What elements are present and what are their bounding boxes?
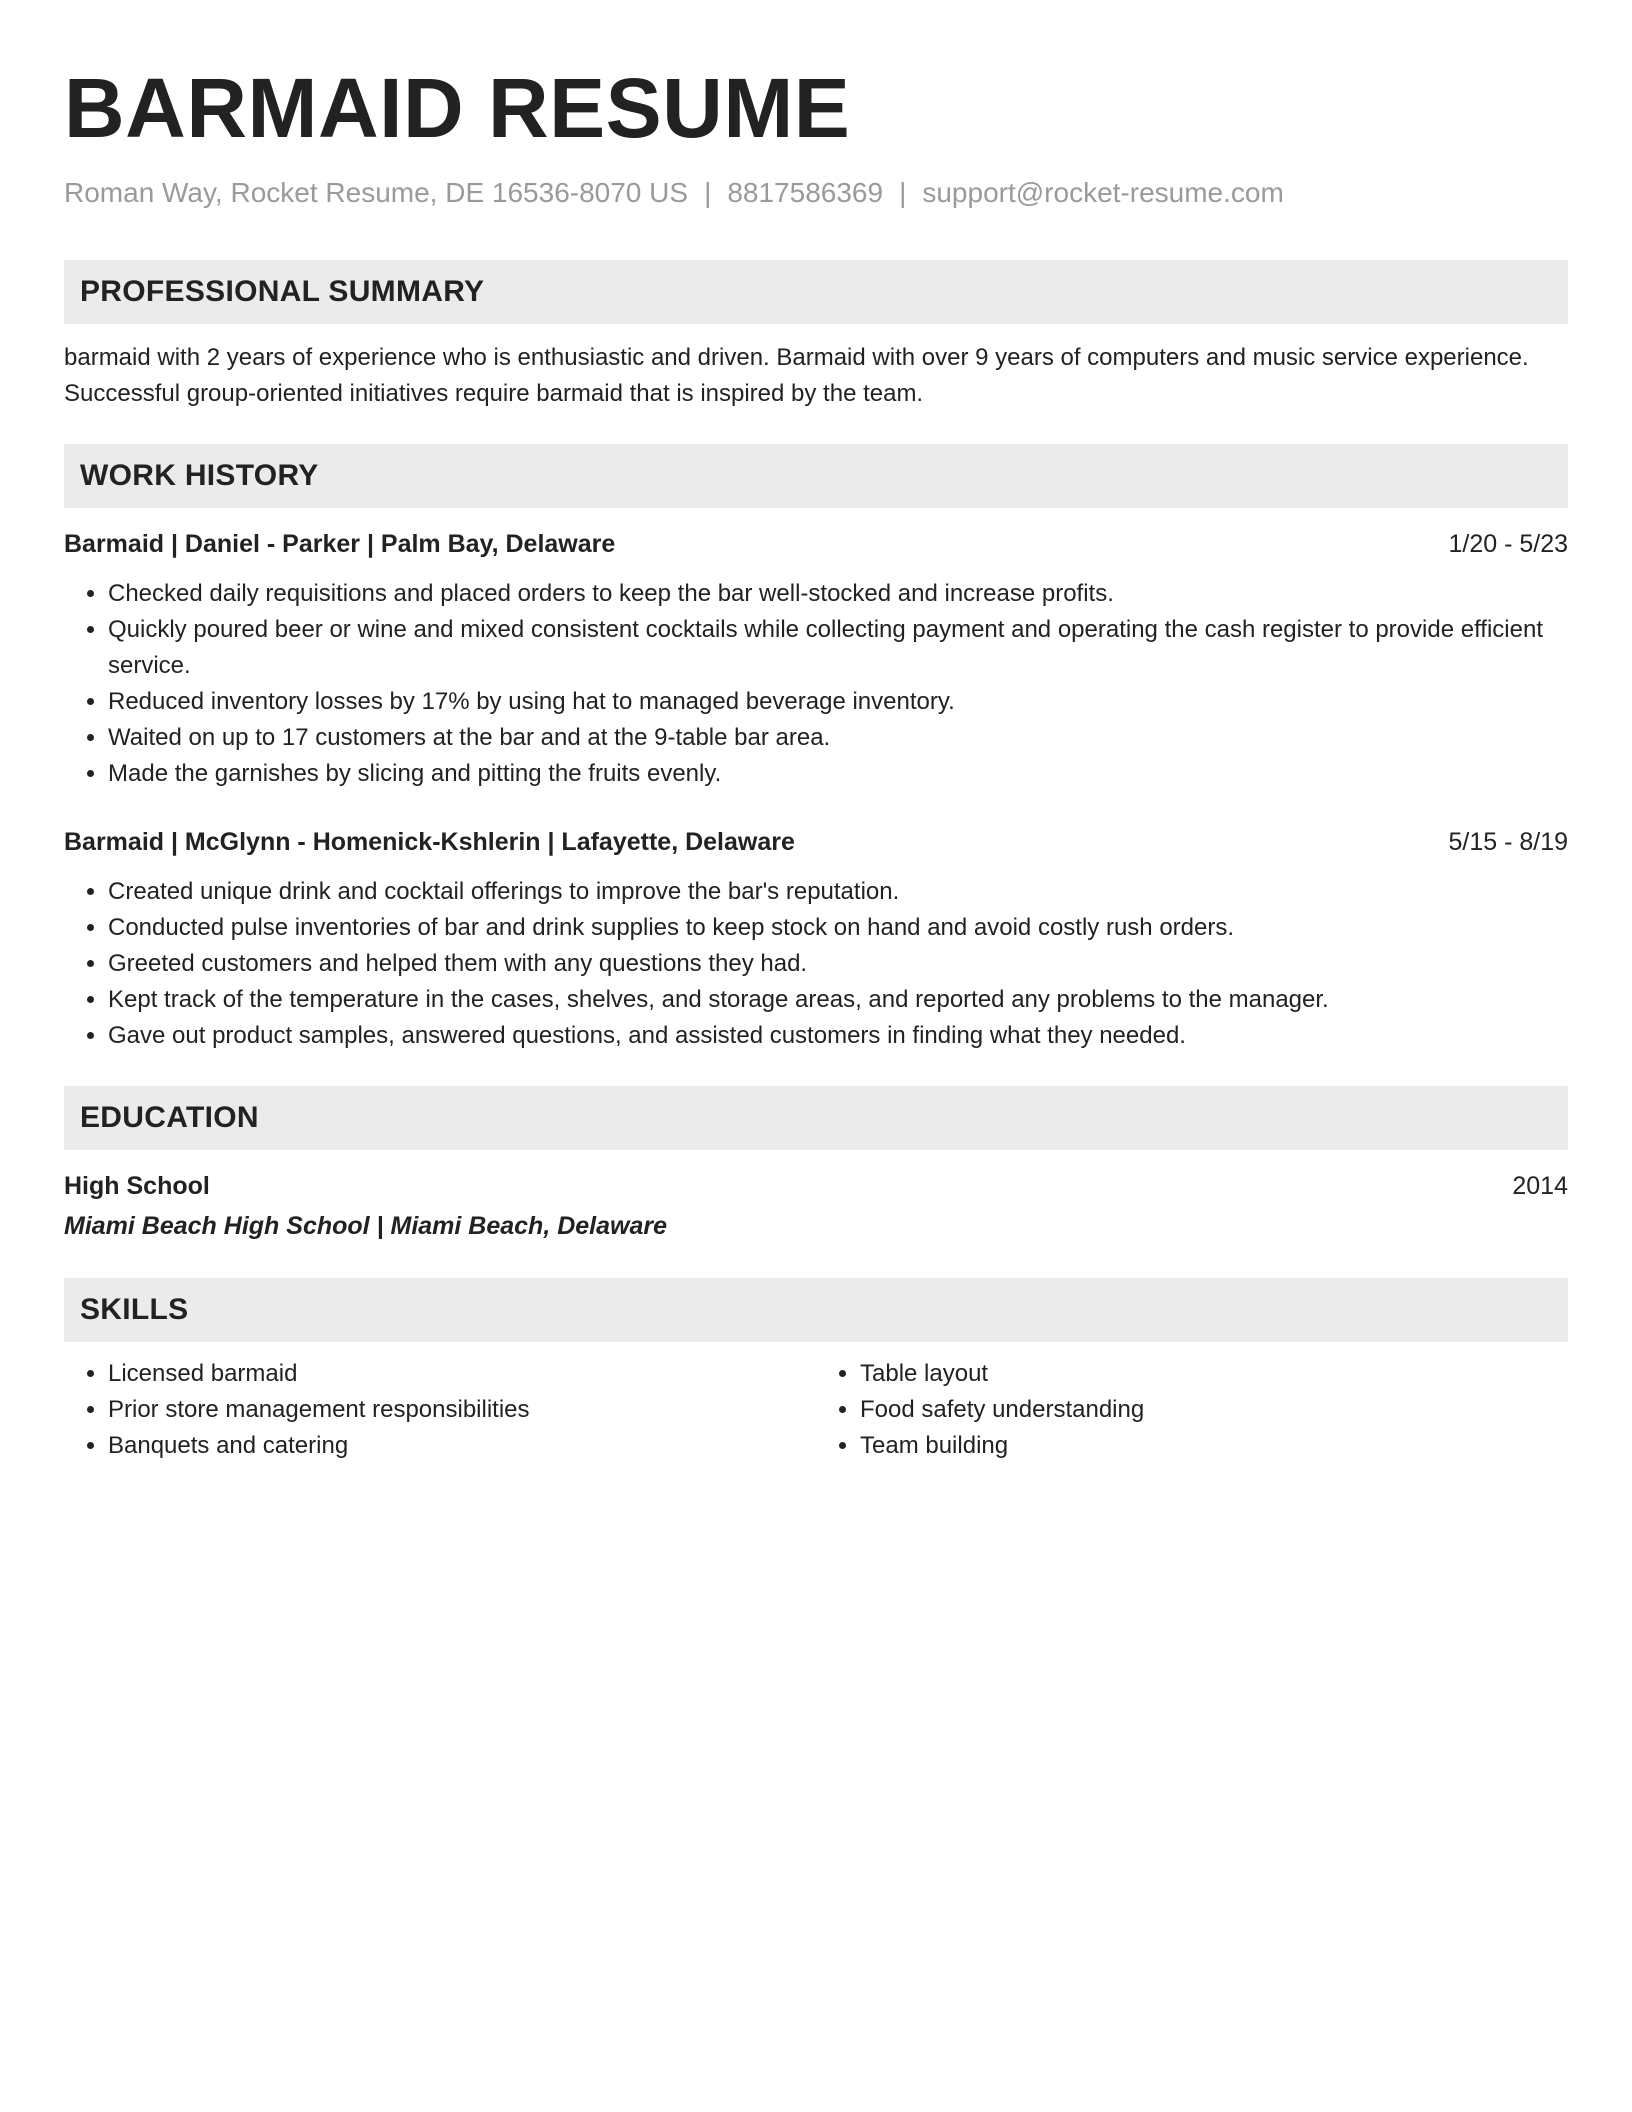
section-header-education: EDUCATION	[64, 1086, 1568, 1150]
skills-column-left	[64, 1356, 816, 1464]
section-header-skills: SKILLS	[64, 1278, 1568, 1342]
summary-text: barmaid with 2 years of experience who is enthusiastic and driven. Barmaid with over 9 years of computers and music service experience. Successful group-oriented initiatives require barmaid that is inspired by the team.	[64, 343, 1529, 407]
contact-email: support@rocket-resume.com	[922, 177, 1284, 208]
job-duty: • Kept track of the temperature in the cases, shelves, and storage areas, and reported any problems to the manager.	[108, 982, 1568, 1018]
skill-item: • Banquets and catering	[108, 1428, 816, 1464]
section-header-summary: PROFESSIONAL SUMMARY	[64, 260, 1568, 324]
skills-grid	[64, 1356, 1568, 1464]
skill-item: • Food safety understanding	[860, 1392, 1568, 1428]
contact-phone: 8817586369	[727, 177, 884, 208]
contact-line	[64, 176, 1568, 210]
job-dates: 5/15 - 8/19	[1448, 827, 1568, 856]
skill-item: • Table layout	[860, 1356, 1568, 1392]
job-dates: 1/20 - 5/23	[1448, 529, 1568, 558]
job-duty: • Reduced inventory losses by 17% by using hat to managed beverage inventory.	[108, 684, 1568, 720]
skills-list	[64, 1356, 816, 1464]
education-entry	[64, 1168, 1568, 1244]
skill-item: • Team building	[860, 1428, 1568, 1464]
job-duty: • Conducted pulse inventories of bar and drink supplies to keep stock on hand and avoid costly rush orders.	[108, 910, 1568, 946]
job-header	[64, 824, 1568, 860]
job-duties-list	[64, 874, 1568, 1054]
skill-item: • Prior store management responsibilities	[108, 1392, 816, 1428]
job-duties-list	[64, 576, 1568, 792]
job-duty: • Gave out product samples, answered questions, and assisted customers in finding what they needed.	[108, 1018, 1568, 1054]
skill-item: • Licensed barmaid	[108, 1356, 816, 1392]
job-duty: • Created unique drink and cocktail offerings to improve the bar's reputation.	[108, 874, 1568, 910]
job-duty: • Greeted customers and helped them with any questions they had.	[108, 946, 1568, 982]
job-duty: • Waited on up to 17 customers at the bar and at the 9-table bar area.	[108, 720, 1568, 756]
job-title: Barmaid | McGlynn - Homenick-Kshlerin | Lafayette, Delaware	[64, 827, 795, 856]
skills-list	[816, 1356, 1568, 1464]
job-header	[64, 526, 1568, 562]
job-duty: • Made the garnishes by slicing and pitting the fruits evenly.	[108, 756, 1568, 792]
section-header-work-history: WORK HISTORY	[64, 444, 1568, 508]
education-year: 2014	[1512, 1171, 1568, 1200]
job-title: Barmaid | Daniel - Parker | Palm Bay, Delaware	[64, 529, 616, 558]
skills-column-right	[816, 1356, 1568, 1464]
contact-separator: |	[704, 177, 712, 208]
education-school: Miami Beach High School | Miami Beach, Delaware	[64, 1211, 668, 1240]
job-entry	[64, 824, 1568, 1054]
contact-address: Roman Way, Rocket Resume, DE 16536-8070 US	[64, 177, 689, 208]
contact-separator: |	[899, 177, 907, 208]
education-degree: High School	[64, 1171, 210, 1200]
job-duty: • Quickly poured beer or wine and mixed consistent cocktails while collecting payment and operating the cash register to provide efficient service.	[108, 612, 1568, 684]
resume-title: BARMAID RESUME	[64, 61, 851, 155]
education-header	[64, 1168, 1568, 1204]
job-entry	[64, 526, 1568, 792]
job-duty: • Checked daily requisitions and placed orders to keep the bar well-stocked and increase profits.	[108, 576, 1568, 612]
